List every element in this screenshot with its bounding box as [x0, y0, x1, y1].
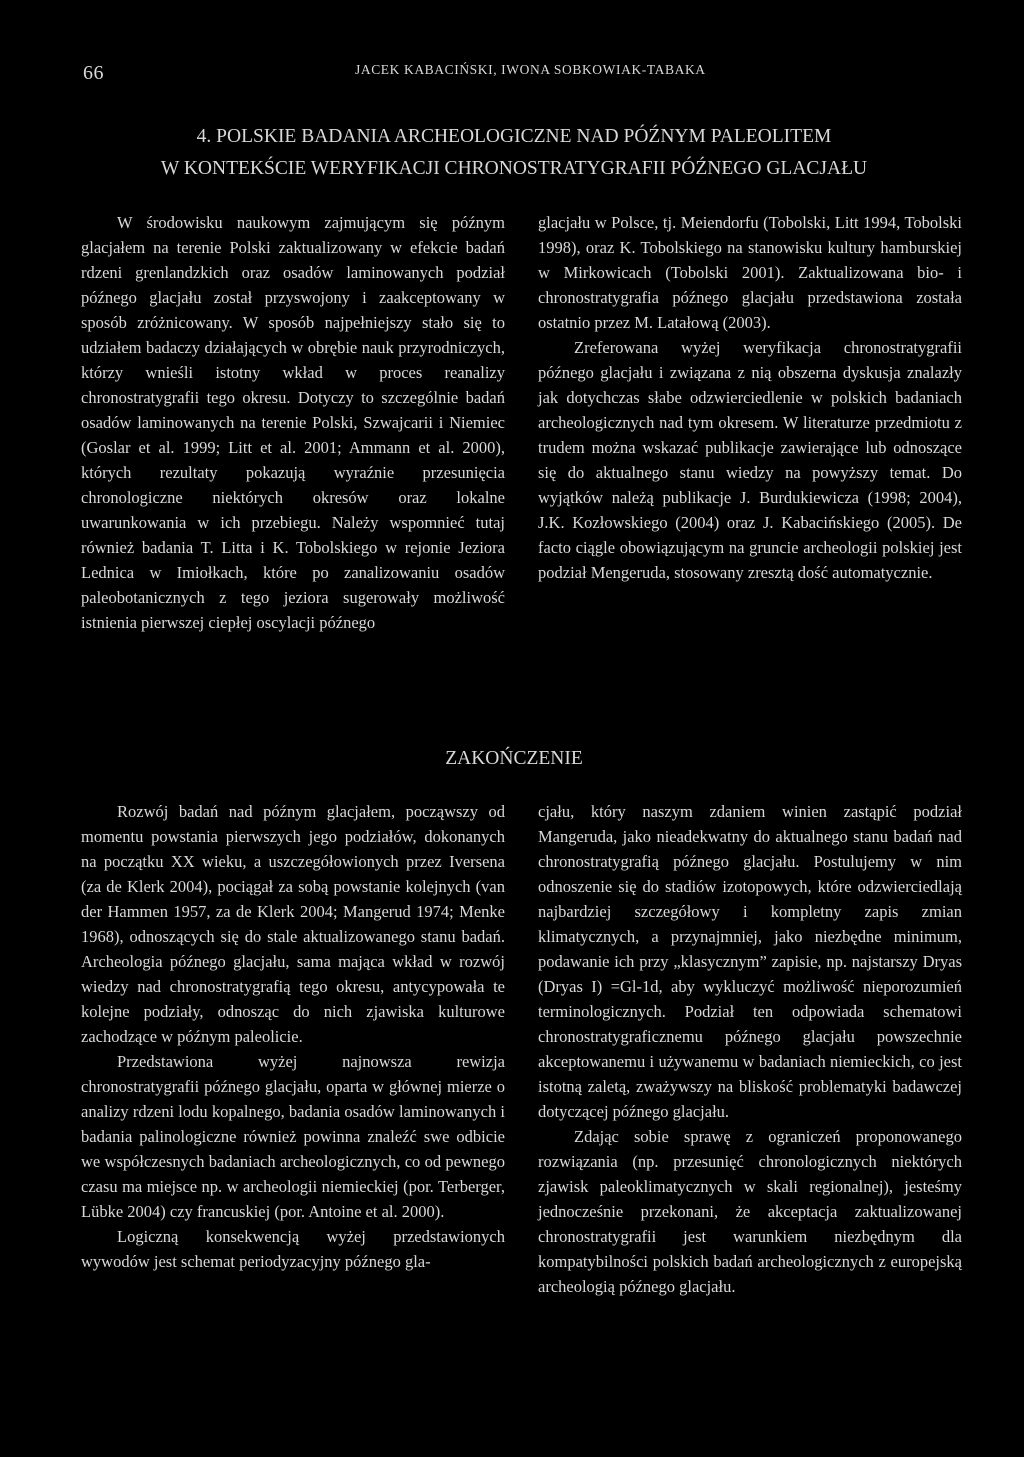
- section-4-title-line-2: W KONTEKŚCIE WERYFIKACJI CHRONOSTRATYGRAFII PÓŹNEGO GLACJAŁU: [160, 158, 868, 179]
- paragraph: Logiczną konsekwencją wyżej przedstawionych wywodów jest schemat periodyzacyjny późnego gla-: [81, 1227, 505, 1271]
- paragraph: Zreferowana wyżej weryfikacja chronostratygrafii późnego glacjału i związana z nią obszerna dyskusja znalazły jak dotychczas słabe odzwierciedlenie w polskich badaniach archeologicznych nad tym okresem. W literaturze przedmiotu z trudem można wskazać publikacje zawierające lub odnoszące się do aktualnego stanu wiedzy na powyższy temat. Do wyjątków należą publikacje J. Burdukiewicza (1998; 2004), J.K. Kozłowskiego (2004) oraz J. Kabacińskiego (2005). De facto ciągle obowiązującym na gruncie archeologii polskiej jest podział Mengeruda, stosowany zresztą dość automatycznie.: [538, 338, 962, 582]
- paragraph: Przedstawiona wyżej najnowsza rewizja chronostratygrafii późnego glacjału, oparta w głównej mierze o analizy rdzeni lodu kopalnego, badania osadów laminowanych i badania palinologiczne również powinna znaleźć swe odbicie we współczesnych badaniach archeologicznych, co od pewnego czasu ma miejsce np. w archeologii niemieckiej (por. Terberger, Lübke 2004) czy francuskiej (por. Antoine et al. 2000).: [81, 1052, 505, 1221]
- paragraph: Zdając sobie sprawę z ograniczeń proponowanego rozwiązania (np. przesunięć chronologicznych niektórych zjawisk paleoklimatycznych w skali regionalnej), jesteśmy jednocześnie przekonani, że akceptacja zaktualizowanej chronostratygrafii jest warunkiem niezbędnym dla kompatybilności polskich badań archeologicznych z europejską archeologią późnego glacjału.: [538, 1127, 962, 1296]
- section-4-title-line-1: 4. POLSKIE BADANIA ARCHEOLOGICZNE NAD PÓŹNYM PALEOLITEM: [196, 126, 832, 147]
- section-4-column-left: [81, 210, 505, 635]
- section-4-title: [80, 121, 948, 185]
- paragraph: Rozwój badań nad późnym glacjałem, począwszy od momentu powstania pierwszych jego podziałów, dokonanych na początku XX wieku, a uszczegółowionych przez Iversena (za de Klerk 2004), pociągał za sobą powstanie kolejnych (van der Hammen 1957, za de Klerk 2004; Mangerud 1974; Menke 1968), odnoszących się do stale aktualizowanego stanu badań. Archeologia późnego glacjału, sama mająca wkład w rozwój wiedzy nad chronostratygrafią tego okresu, antycypowała te kolejne podziały, odnosząc do nich zjawiska kulturowe zachodzące w późnym paleolicie.: [81, 802, 505, 1046]
- paragraph: cjału, który naszym zdaniem winien zastąpić podział Mangeruda, jako nieadekwatny do aktualnego stanu badań nad chronostratygrafią późnego glacjału. Postulujemy w nim odnoszenie się do stadiów izotopowych, które odzwierciedlają najbardziej szczegółowy i kompletny zapis zmian klimatycznych, a przynajmniej, jako niezbędne minimum, podawanie ich przy „klasycznym” zapisie, np. najstarszy Dryas (Dryas I) =Gl-1d, aby wykluczyć możliwość nieporozumień terminologicznych. Podział ten odpowiada schematowi chronostratygraficznemu późnego glacjału powszechnie akceptowanemu i używanemu w badaniach niemieckich, co jest istotną zaletą, zważywszy na bliskość problematyki badawczej dotyczącej późnego glacjału.: [538, 802, 962, 1121]
- running-header: JACEK KABACIŃSKI, IWONA SOBKOWIAK-TABAKA: [355, 62, 706, 77]
- page-number: 66: [83, 62, 104, 84]
- paragraph: W środowisku naukowym zajmującym się późnym glacjałem na terenie Polski zaktualizowany w efekcie badań rdzeni grenlandzkich oraz osadów laminowanych podział późnego glacjału został przyswojony i zaakceptowany w sposób zróżnicowany. W sposób najpełniejszy stało się to udziałem badaczy działających w obrębie nauk przyrodniczych, którzy wnieśli istotny wkład w proces reanalizy chronostratygrafii tego okresu. Dotyczy to szczególnie badań osadów laminowanych na terenie Polski, Szwajcarii i Niemiec (Goslar et al. 1999; Litt et al. 2001; Ammann et al. 2000), których rezultaty pokazują wyraźnie przesunięcia chronologiczne niektórych okresów oraz lokalne uwarunkowania w ich przebiegu. Należy wspomnieć tutaj również badania T. Litta i K. Tobolskiego w rejonie Jeziora Lednica w Imiołkach, które po zanalizowaniu osadów paleobotanicznych z tego jeziora sugerowały możliwość istnienia pierwszej ciepłej oscylacji późnego: [81, 213, 505, 632]
- section-5-column-right: [538, 799, 962, 1299]
- section-4-column-right: [538, 210, 962, 585]
- section-5-column-left: [81, 799, 505, 1274]
- section-5-title: ZAKOŃCZENIE: [445, 748, 583, 769]
- paragraph: glacjału w Polsce, tj. Meiendorfu (Tobolski, Litt 1994, Tobolski 1998), oraz K. Tobolskiego na stanowisku kultury hamburskiej w Mirkowicach (Tobolski 2001). Zaktualizowana bio- i chronostratygrafia późnego glacjału przedstawiona została ostatnio przez M. Latałową (2003).: [538, 213, 962, 332]
